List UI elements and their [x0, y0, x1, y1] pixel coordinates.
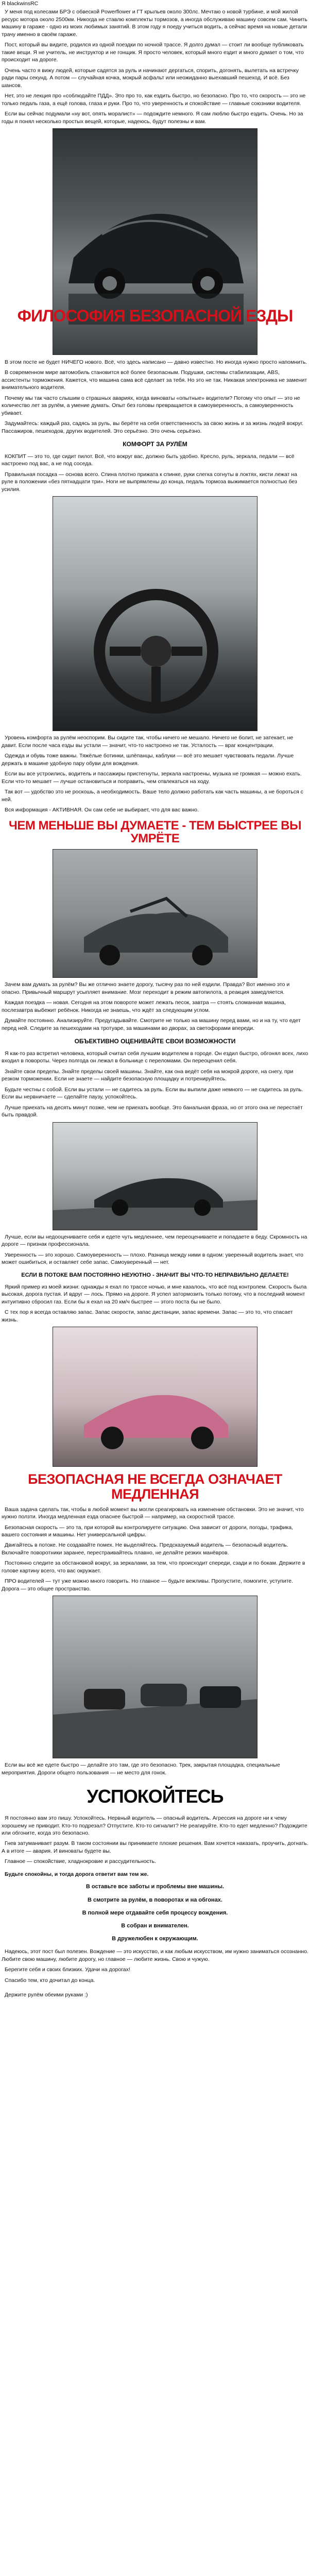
section-5: [2, 1283, 308, 1324]
section-paragraph: Почему мы так часто слышим о страшных авариях, когда виноваты «опытные» водители? Потому что опыт — это не количество лет за рулём, а умение думать. Опыт без головы превращается в самоуверенность, а самоуверенность убивает.: [2, 395, 300, 416]
section-9: [2, 1948, 308, 1984]
tips-list: [2, 1883, 308, 1943]
section-paragraph: Уверенность — это хорошо. Самоуверенность — плохо. Разница между ними в одном: уверенный водитель знает, что может ошибиться, и оставляет себе запас. Самоуверенный — нет.: [2, 1251, 303, 1266]
section-paragraph: Берегите себя и своих близких. Удачи на дорогах!: [5, 1967, 130, 1973]
section-paragraph: ПРО водителей — тут уже можно много говорить. Но главное — будьте вежливы. Пропустите, помогите, уступите. Дорога — это общее пространство.: [2, 1578, 294, 1592]
tip-item: В смотрите за рулём, в поворотах и на обгонах.: [88, 1896, 222, 1903]
steering-wheel-icon: [53, 497, 257, 731]
section-paragraph: Лучше приехать на десять минут позже, чем не приехать вообще. Это банальная фраза, но от этого она не перестаёт быть правдой.: [2, 1104, 303, 1118]
caption-speed: БЕЗОПАСНАЯ НЕ ВСЕГДА ОЗНАЧАЕТ МЕДЛЕННАЯ: [28, 1471, 282, 1502]
section-paragraph: Главное — спокойствие, хладнокровие и рассудительность.: [5, 1858, 156, 1865]
tip-item: В собран и внимателен.: [121, 1922, 189, 1929]
section-paragraph: Я постоянно вам это пишу. Успокойтесь. Нервный водитель — опасный водитель. Агрессия на дороге ни к чему хорошему не приводит. Кто-то подрезал? Отпустите. Кто-то сигналит? Не реагируйте. Кто-то едет медленно? Подождите или обгоните, когда это безопасно.: [2, 1815, 307, 1836]
section-paragraph: Постоянно следите за обстановкой вокруг, за зеркалами, за тем, что происходит спереди, сзади и по бокам. Держите в голове картину всего, что вас окружает.: [2, 1560, 305, 1574]
section-paragraph: Так вот — удобство это не роскошь, а необходимость. Ваше тело должно работать как часть машины, а не бороться с ней.: [2, 789, 303, 803]
cockpit-photo: [53, 496, 258, 731]
caption-tension: ЕСЛИ В ПОТОКЕ ВАМ ПОСТОЯННО НЕУЮТНО - ЗНАЧИТ ВЫ ЧТО-ТО НЕПРАВИЛЬНО ДЕЛАЕТЕ!: [21, 1272, 289, 1278]
section-paragraph: Если вы все устроились, водитель и пассажиры пристегнуты, зеркала настроены, музыка не громкая — можно ехать. Если что-то мешает — лучше остановиться и поправить, чем отвлекаться на ходу.: [2, 771, 302, 785]
pink-car-photo: [53, 1327, 258, 1467]
section-paragraph: С тех пор я всегда оставляю запас. Запас скорости, запас дистанции, запас времени. Запас — это то, что спасает жизнь.: [2, 1309, 293, 1323]
intro-section: [2, 0, 308, 125]
section-8: [2, 1815, 308, 1866]
section-2b: [2, 734, 308, 814]
intro-paragraph: Пост, который вы видите, родился из одной поездки по ночной трассе. Я долго думал — стоит ли вообще публиковать такие вещи. Я не учитель, не инструктор и не гонщик. Я просто человек, который много ездит и много думает о том, что происходит на дороге.: [2, 42, 304, 63]
section-paragraph: Правильная посадка — основа всего. Спина плотно прижата к спинке, руки слегка согнуты в локтях, кисти лежат на руле в положении «без пятнадцати три». Ноги не выпрямлены до конца, педаль тормоза выжимается полностью без усилия.: [2, 471, 297, 493]
section-paragraph: Думайте постоянно. Анализируйте. Предугадывайте. Смотрите не только на машину перед вами, но и на ту, что едет перед ней. Следите за пешеходами на тротуаре, за машинами во дворах, за светофорами впереди.: [2, 1018, 301, 1031]
section-paragraph: Знайте свои пределы. Знайте пределы своей машины. Знайте, как она ведёт себя на мокрой дороге, на снегу, при резком торможении. Если не знаете — найдите безопасную площадку и потренируйтесь.: [2, 1068, 294, 1082]
section-paragraph: Яркий пример из моей жизни: однажды я ехал по трассе ночью, и мне казалось, что всё под контролем. Скорость была высокая, дорога пустая. И вдруг — лось. Прямо на дороге. Я успел затормозить только потому, что в последний момент интуитивно сбросил газ. Если бы я ехал на 20 км/ч быстрее — этого поста бы не было.: [2, 1283, 307, 1305]
section-paragraph: Спасибо тем, кто дочитал до конца.: [5, 1977, 95, 1984]
author-line: Я blackwinsRC: [2, 1, 39, 7]
section-3: [2, 981, 308, 1032]
section-4: [2, 1050, 308, 1119]
section-2: [2, 453, 308, 493]
article-body: [2, 0, 308, 1999]
section-paragraph: Задумайтесь: каждый раз, садясь за руль, вы берёте на себя ответственность за свою жизнь и за жизнь людей вокруг. Пассажиров, пешеходов, других водителей. Это серьёзно. Это очень серьёзно.: [2, 420, 304, 434]
section-4b: [2, 1233, 308, 1266]
intro-paragraph: Если вы сейчас подумали «ну вот, опять моралист» — подождите немного. Я сам люблю быстро ездить. Очень. Но за годы я понял несколько простых вещей, которые, надеюсь, будут полезны и вам.: [2, 111, 303, 125]
caption-calm: УСПОКОЙТЕСЬ: [87, 1786, 224, 1807]
section-paragraph: В этом посте не будет НИЧЕГО нового. Всё, что здесь написано — давно известно. Но иногда нужно просто напомнить.: [5, 359, 307, 365]
section-paragraph: В современном мире автомобиль становится всё более безопасным. Подушки, системы стабилизации, ABS, ассистенты торможения. Кажется, что машина сама всё сделает за тебя. Но это не так. Никакая электроника не заменит внимательного водителя.: [2, 369, 307, 391]
traffic-photo: [53, 1596, 258, 1758]
page-title: ФИЛОСОФИЯ БЕЗОПАСНОЙ ЕЗДЫ: [17, 307, 293, 326]
section-paragraph: Зачем вам думать за рулём? Вы же отлично знаете дорогу, тысячу раз по ней ездили. Правда? Вот именно это и опасно. Привычный маршрут усыпляет внимание. Мозг переходит в режим автопилота, а реакция замедляется.: [2, 981, 290, 995]
section-paragraph: Если вы всё же едете быстро — делайте это там, где это безопасно. Трек, закрытая площадка, специальные мероприятия. Дороги общего пользования — не место для гонок.: [2, 1762, 280, 1776]
section-paragraph: Двигайтесь в потоке. Не создавайте помех. Не выделяйтесь. Предсказуемый водитель — безопасный водитель. Включайте поворотники заранее, перестраивайтесь плавно, не делайте резких манёвров.: [2, 1542, 288, 1556]
section-paragraph: Гнев затуманивает разум. В таком состоянии вы принимаете плохие решения. Вам хочется наказать, проучить, догнать. А в итоге — авария. И виноваты будете вы.: [2, 1840, 308, 1854]
section-paragraph: Уровень комфорта за рулём неоспорим. Вы сидите так, чтобы ничего не мешало. Ничего не болит, не затекает, не давит. Если после часа езды вы устали — значит, что-то настроено не так. Усталость — враг концентрации.: [2, 735, 294, 749]
pink-car-icon: [53, 1327, 257, 1466]
road-car-photo: [53, 1122, 258, 1230]
tip-item: В дружелюбен к окружающим.: [112, 1936, 198, 1942]
section-paragraph: Я как-то раз встретил человека, который считал себя лучшим водителем в городе. Он ездил быстро, обгонял всех, лихо входил в повороты. Через полгода он лежал в больнице с переломами. Он переоценил себя.: [2, 1050, 308, 1064]
section-paragraph: Ваша задача сделать так, чтобы в любой момент вы могли среагировать на изменение обстановки. Это не значит, что нужно ползти. Иногда медленная езда опаснее быстрой — например, на скоростной трассе.: [2, 1506, 304, 1520]
section-1: [2, 359, 308, 435]
heading-assess: ОБЪЕКТИВНО ОЦЕНИВАЙТЕ СВОИ ВОЗМОЖНОСТИ: [74, 1038, 236, 1045]
crashed-car-icon: [53, 850, 257, 977]
crash-photo: [53, 849, 258, 978]
closing-line: Держите рулём обеими руками :): [5, 1992, 88, 1998]
heading-comfort: КОМФОРТ ЗА РУЛЁМ: [123, 440, 187, 448]
intro-paragraph: У меня под колесами БРЭ с обвеской Powerflower и ГТ крыльев около 300лс. Мечтаю о новой турбине, и мой жилой ресурс мотора около 2500км. Никогда не ставлю комплекты тормозов, а иногда обслуживаю машину совсем сам. Чинить машину в гараже - одно из моих любимых занятий. В этом году я поеду учиться водить, а сейчас время на новые детали трачу именно в своём гараже.: [2, 9, 307, 38]
tip-item: В оставьте все заботы и проблемы вне машины.: [85, 1884, 225, 1890]
section-paragraph: Безопасная скорость — это та, при которой вы контролируете ситуацию. Она зависит от дороги, погоды, трафика, вашего состояния и машины. Нет универсальной цифры.: [2, 1524, 293, 1538]
tip-item: В полной мере отдавайте себя процессу вождения.: [82, 1909, 228, 1916]
caption-think: ЧЕМ МЕНЬШЕ ВЫ ДУМАЕТЕ - ТЕМ БЫСТРЕЕ ВЫ УМРЁТЕ: [8, 818, 302, 846]
tips-intro: Будьте спокойны, и тогда дорога ответит вам тем же.: [5, 1871, 149, 1877]
section-paragraph: Каждая поездка — новая. Сегодня на этом повороте может лежать песок, завтра — стоять сломанная машина, послезавтра выбежит ребёнок. Никогда не знаешь, что ждёт за следующим углом.: [2, 999, 286, 1013]
section-paragraph: Одежда и обувь тоже важны. Тяжёлые ботинки, шлёпанцы, каблуки — всё это мешает чувствовать педали. Лучше держать в машине удобную пару обуви для вождения.: [2, 753, 294, 767]
section-paragraph: Лучше, если вы недооцениваете себя и едете чуть медленнее, чем переоцениваете и попадаете в беду. Скромность на дороге — признак профессионала.: [2, 1233, 307, 1248]
section-paragraph: КОКПИТ — это то, где сидит пилот. Всё, что вокруг вас, должно быть удобно. Кресло, руль, зеркала, педали — всё настроено под вас, а не под соседа.: [2, 453, 295, 467]
intro-paragraph: Нет, это не лекция про «соблюдайте ПДД». Это про то, как ездить быстро, но безопасно. Про то, что скорость — это не только педаль газа, а ещё голова, глаза и руки. Про то, что уверенность и спокойствие — главные союзники водителя.: [2, 93, 306, 107]
traffic-icon: [53, 1596, 257, 1758]
section-paragraph: Будьте честны с собой. Если вы устали — не садитесь за руль. Если вы выпили даже немного — не садитесь за руль. Если вы нервничаете — сделайте паузу, успокойтесь.: [2, 1086, 303, 1100]
section-6: [2, 1506, 308, 1593]
section-paragraph: Вся информация - АКТИВНАЯ. Он сам себе не выбирает, что для вас важно.: [5, 807, 199, 814]
intro-paragraph: Очень часто я вижу людей, которые садятся за руль и начинают дергаться, спорить, догонять, вылетать на встречку ради пары секунд. А потом — случайная кочка, мокрый асфальт или неожиданно выехавший пешеход. И всё. Без шансов.: [2, 67, 299, 89]
section-7: [2, 1761, 308, 1776]
section-paragraph: Надеюсь, этот пост был полезен. Вождение — это искусство, и как любым искусством, им нужно заниматься осознанно. Любите свою машину, любите дорогу, но главное — любите жизнь. Свою и чужую.: [2, 1948, 308, 1962]
road-car-icon: [53, 1123, 257, 1230]
